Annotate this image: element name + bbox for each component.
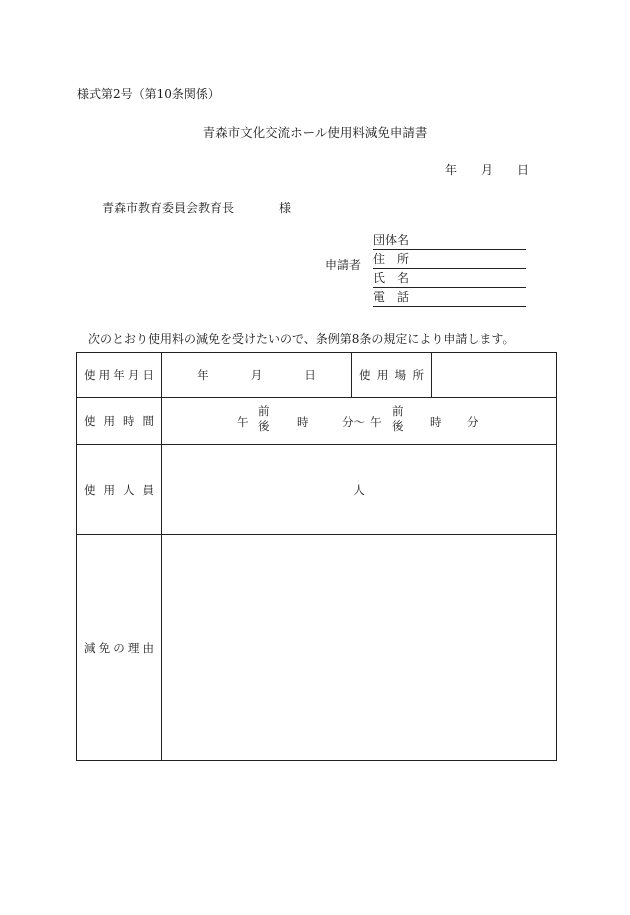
date-year-label: 年 [445,163,458,177]
addressee-honorific: 様 [279,201,292,215]
use-date-month: 月 [250,368,263,382]
time-from-hour: 時 [297,415,309,429]
application-statement: 次のとおり使用料の減免を受けたいので、条例第8条の規定により申請します。 [88,332,515,346]
time-to-ampm: 前 後 [392,404,404,433]
addressee [102,199,292,216]
label-attendees: 使 用 人 員 [77,445,162,535]
time-to-hour: 時 [430,415,442,429]
input-use-date[interactable] [162,353,352,398]
date-month-label: 月 [481,163,494,177]
use-date-day: 日 [304,368,316,382]
field-address[interactable] [373,250,526,269]
row-use-date [77,353,557,398]
time-to-minute: 分 [467,415,479,429]
label-use-place: 使 用 場 所 [352,353,432,398]
date-day-label: 日 [517,163,530,177]
document-title: 青森市文化交流ホール使用料減免申請書 [202,125,428,140]
attendees-unit: 人 [353,482,365,497]
time-from-ampm: 前 後 [258,404,270,433]
use-date-year: 年 [197,368,209,382]
row-reason [77,535,557,761]
field-label: 住 所 [373,252,410,266]
input-use-place[interactable] [432,353,557,398]
input-attendees[interactable] [162,445,557,535]
application-table [76,352,557,761]
application-date [445,161,529,178]
input-use-time[interactable] [162,398,557,445]
label-use-time: 使 用 時 間 [77,398,162,445]
applicant-label: 申請者 [325,258,362,272]
time-from-minute: 分～ [342,415,365,429]
addressee-name: 青森市教育委員会教育長 [102,201,235,215]
time-from-go: 午 [237,415,249,429]
input-reason[interactable] [162,535,557,761]
field-organization-name[interactable] [373,231,526,250]
row-attendees [77,445,557,535]
field-phone[interactable] [373,288,526,307]
field-label: 氏 名 [373,271,410,285]
time-to-go: 午 [370,415,382,429]
row-use-time [77,398,557,445]
field-label: 電 話 [373,290,410,304]
form-number: 様式第2号（第10条関係） [77,87,220,101]
label-reason: 減 免 の 理 由 [77,535,162,761]
label-use-date: 使 用 年 月 日 [77,353,162,398]
field-label: 団体名 [373,233,410,247]
field-name[interactable] [373,269,526,288]
